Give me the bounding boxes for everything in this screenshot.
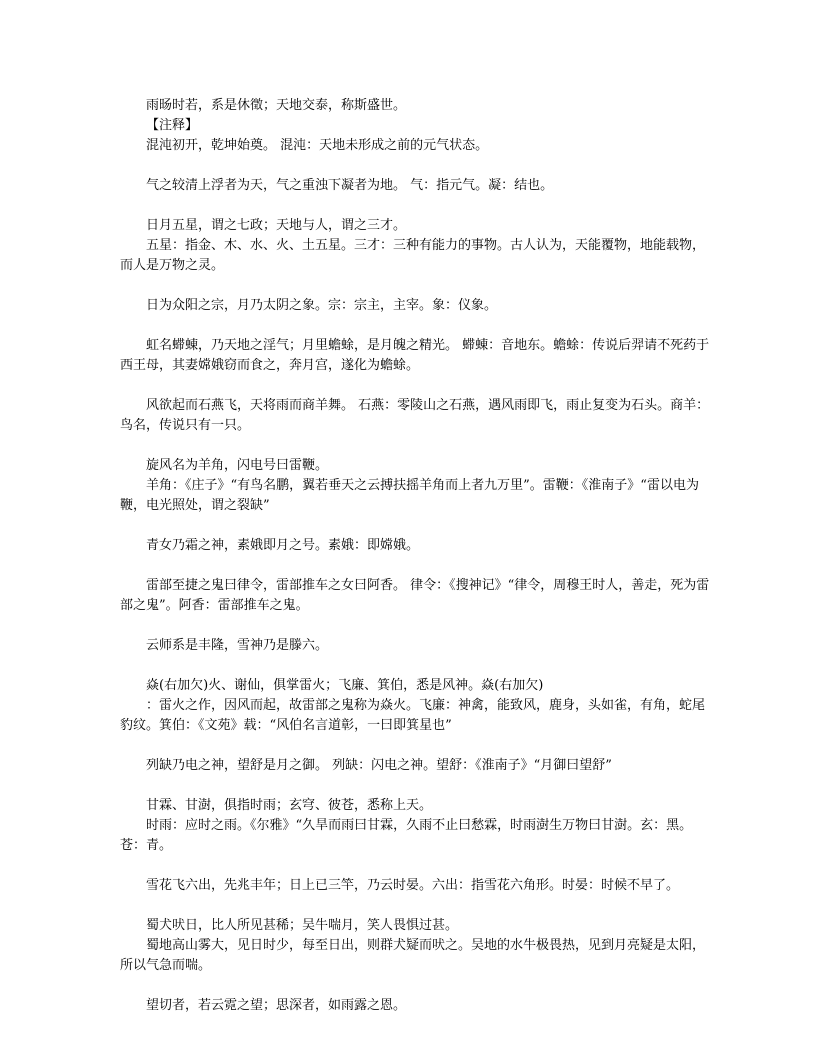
text-line: 羊角：《庄子》“有鸟名鹏，翼若垂天之云搏扶摇羊角而上者九万里”。雷鞭：《淮南子》“雷以电为鞭，电光照处，谓之裂缺” bbox=[120, 478, 699, 513]
paragraph-gap bbox=[120, 616, 716, 636]
paragraph-gap bbox=[120, 896, 716, 916]
paragraph-gap bbox=[120, 156, 716, 176]
paragraph-gap bbox=[120, 976, 716, 996]
text-line: 蜀犬吠日，比人所见甚稀；吴牛喘月，笑人畏惧过甚。 bbox=[146, 918, 459, 933]
paragraph-gap bbox=[120, 196, 716, 216]
paragraph-gap bbox=[120, 316, 716, 336]
text-line: 雷部至捷之鬼曰律令，雷部推车之女曰阿香。 律令：《搜神记》“律令，周穆王时人，善走，死为雷部之鬼”。阿香：雷部推车之鬼。 bbox=[120, 578, 710, 613]
text-line: 列缺乃电之神，望舒是月之御。 列缺：闪电之神。望舒：《淮南子》“月御曰望舒” bbox=[146, 758, 612, 773]
text-line: 雨旸时若，系是休徵；天地交泰，称斯盛世。 bbox=[146, 98, 407, 113]
text-line: 日月五星，谓之七政；天地与人，谓之三才。 bbox=[146, 218, 407, 233]
text-line: 青女乃霜之神，素娥即月之号。素娥：即嫦娥。 bbox=[146, 538, 420, 553]
text-line: 焱(右加欠)火、谢仙，俱掌雷火；飞廉、箕伯，悉是风神。焱(右加欠) bbox=[146, 678, 544, 693]
text-line: ：雷火之作，因风而起，故雷部之鬼称为焱火。飞廉：神禽，能致风，鹿身，头如雀，有角，蛇尾豹纹。箕伯：《文苑》载：“风伯名言道彰，一曰即箕星也” bbox=[120, 698, 706, 733]
text-line: 望切者，若云霓之望；思深者，如雨露之恩。 bbox=[146, 998, 407, 1013]
text-line: 雪花飞六出，先兆丰年；日上已三竿，乃云时晏。六出：指雪花六角形。时晏：时候不早了。 bbox=[146, 878, 680, 893]
paragraph-gap bbox=[120, 436, 716, 456]
paragraph-gap bbox=[120, 736, 716, 756]
text-line: 时雨：应时之雨。《尔雅》“久旱而雨曰甘霖，久雨不止曰愁霖，时雨澍生万物曰甘澍。玄：黑。苍：青。 bbox=[120, 818, 693, 853]
paragraph-gap bbox=[120, 656, 716, 676]
paragraph-gap bbox=[120, 516, 716, 536]
text-line: 五星：指金、木、水、火、土五星。三才：三种有能力的事物。古人认为，天能覆物，地能载物，而人是万物之灵。 bbox=[120, 238, 706, 273]
text-line: 云师系是丰隆，雪神乃是滕六。 bbox=[146, 638, 329, 653]
text-line: 【注释】 bbox=[146, 118, 199, 133]
document-body bbox=[120, 96, 716, 1016]
text-line: 风欲起而石燕飞，天将雨而商羊舞。 石燕：零陵山之石燕，遇风雨即飞，雨止复变为石头。商羊：鸟名，传说只有一只。 bbox=[120, 398, 710, 433]
text-line: 虹名䗖蝀，乃天地之淫气；月里蟾蜍，是月魄之精光。 䗖蝀：音地东。蟾蜍：传说后羿请不死药于西王母，其妻嫦娥窃而食之，奔月宫，遂化为蟾蜍。 bbox=[120, 338, 710, 373]
paragraph-gap bbox=[120, 856, 716, 876]
text-line: 气之较清上浮者为天，气之重浊下凝者为地。 气：指元气。凝：结也。 bbox=[146, 178, 554, 193]
text-line: 甘霖、甘澍，俱指时雨；玄穹、彼苍，悉称上天。 bbox=[146, 798, 433, 813]
paragraph-gap bbox=[120, 376, 716, 396]
text-line: 日为众阳之宗，月乃太阴之象。宗：宗主，主宰。象：仪象。 bbox=[146, 298, 498, 313]
text-line: 蜀地高山雾大，见日时少，每至日出，则群犬疑而吠之。吴地的水牛极畏热，见到月亮疑是太阳，所以气急而喘。 bbox=[120, 938, 706, 973]
paragraph-gap bbox=[120, 556, 716, 576]
text-line: 旋风名为羊角，闪电号曰雷鞭。 bbox=[146, 458, 329, 473]
paragraph-gap bbox=[120, 276, 716, 296]
paragraph-gap bbox=[120, 776, 716, 796]
text-line: 混沌初开，乾坤始奠。 混沌：天地未形成之前的元气状态。 bbox=[146, 138, 489, 153]
